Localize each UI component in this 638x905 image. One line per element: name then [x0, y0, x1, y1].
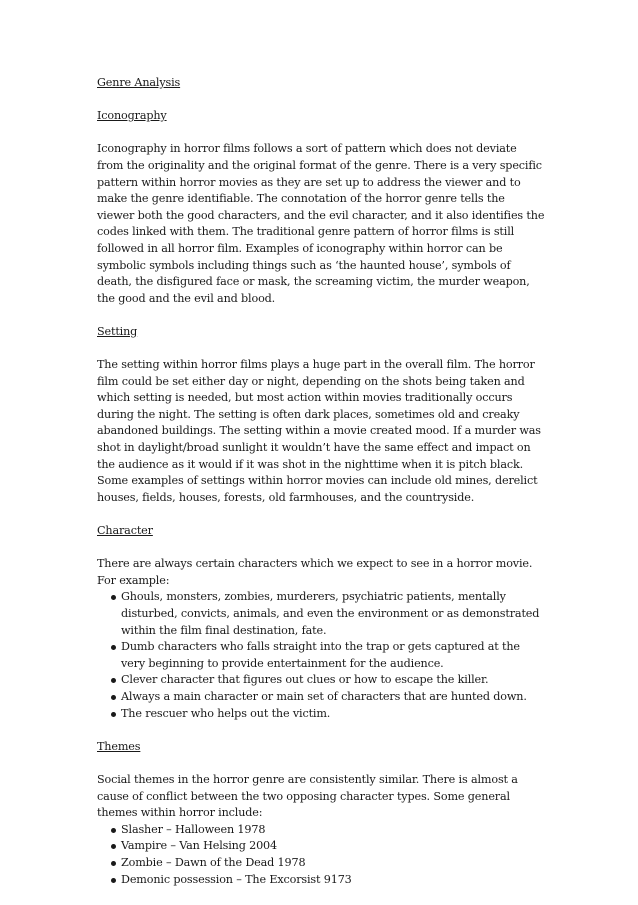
bullet-icon: [111, 878, 116, 883]
list-item-text: Ghouls, monsters, zombies, murderers, psychiatric patients, mentally disturbed, convicts, animals, and even the environment or as demonstrated within the film final destination, fate.: [121, 590, 540, 637]
list-item: [97, 589, 545, 639]
bullet-icon: [111, 712, 116, 717]
heading-themes: Themes: [97, 739, 141, 753]
list-item-text: Always a main character or main set of characters that are hunted down.: [121, 689, 527, 703]
bullet-icon: [111, 828, 116, 833]
bullet-icon: [111, 861, 116, 866]
list-item: [97, 706, 545, 723]
themes-list: [97, 822, 545, 888]
list-item-text: Dumb characters who falls straight into the trap or gets captured at the very beginning to provide entertainment for the audience.: [121, 640, 520, 670]
list-item-text: Vampire – Van Helsing 2004: [121, 839, 277, 853]
bullet-icon: [111, 695, 116, 700]
heading-setting: Setting: [97, 324, 138, 338]
list-item: [97, 822, 545, 839]
paragraph-iconography: Iconography in horror films follows a sort of pattern which does not deviate from the originality and the original format of the genre. There is a very specific pattern within horror movies as they are set up to address the viewer and to make the genre identifiable. The connotation of the horror genre tells the viewer both the good characters, and the evil character, and it also identifies the codes linked with them. The traditional genre pattern of horror films is still followed in all horror film. Examples of iconography within horror can be symbolic symbols including things such as ‘the haunted house’, symbols of death, the disfigured face or mask, the screaming victim, the murder weapon, the good and the evil and blood.: [97, 142, 545, 305]
list-item: [97, 689, 545, 706]
list-item: [97, 639, 545, 672]
list-item: [97, 672, 545, 689]
document-page: [97, 75, 545, 905]
paragraph-themes-intro: Social themes in the horror genre are consistently similar. There is almost a cause of conflict between the two opposing character types. Some general themes within horror include:: [97, 772, 518, 820]
bullet-icon: [111, 645, 116, 650]
list-item: [97, 855, 545, 872]
heading-character: Character: [97, 524, 153, 538]
list-item-text: Clever character that figures out clues or how to escape the killer.: [121, 673, 489, 687]
paragraph-setting: The setting within horror films plays a huge part in the overall film. The horror film could be set either day or night, depending on the shots being taken and which setting is needed, but most action within movies traditionally occurs during the night. The setting is often dark places, sometimes old and creaky abandoned buildings. The setting within a movie created mood. If a murder was shot in daylight/broad sunlight it wouldn’t have the same effect and impact on the audience as it would if it was shot in the nighttime when it is pitch black. Some examples of settings within horror movies can include old mines, derelict houses, fields, houses, forests, old farmhouses, and the countryside.: [97, 358, 541, 504]
bullet-icon: [111, 678, 116, 683]
list-item-text: Zombie – Dawn of the Dead 1978: [121, 855, 306, 869]
document-title: Genre Analysis: [97, 76, 181, 89]
list-item: [97, 872, 545, 889]
heading-iconography: Iconography: [97, 109, 167, 123]
bullet-icon: [111, 844, 116, 849]
list-item-text: Slasher – Halloween 1978: [121, 822, 266, 836]
character-list: [97, 589, 545, 722]
bullet-icon: [111, 595, 116, 600]
list-item-text: Demonic possession – The Excorsist 9173: [121, 872, 352, 886]
paragraph-character-intro: There are always certain characters which we expect to see in a horror movie. For example:: [97, 557, 533, 587]
list-item: [97, 838, 545, 855]
list-item-text: The rescuer who helps out the victim.: [121, 706, 331, 720]
